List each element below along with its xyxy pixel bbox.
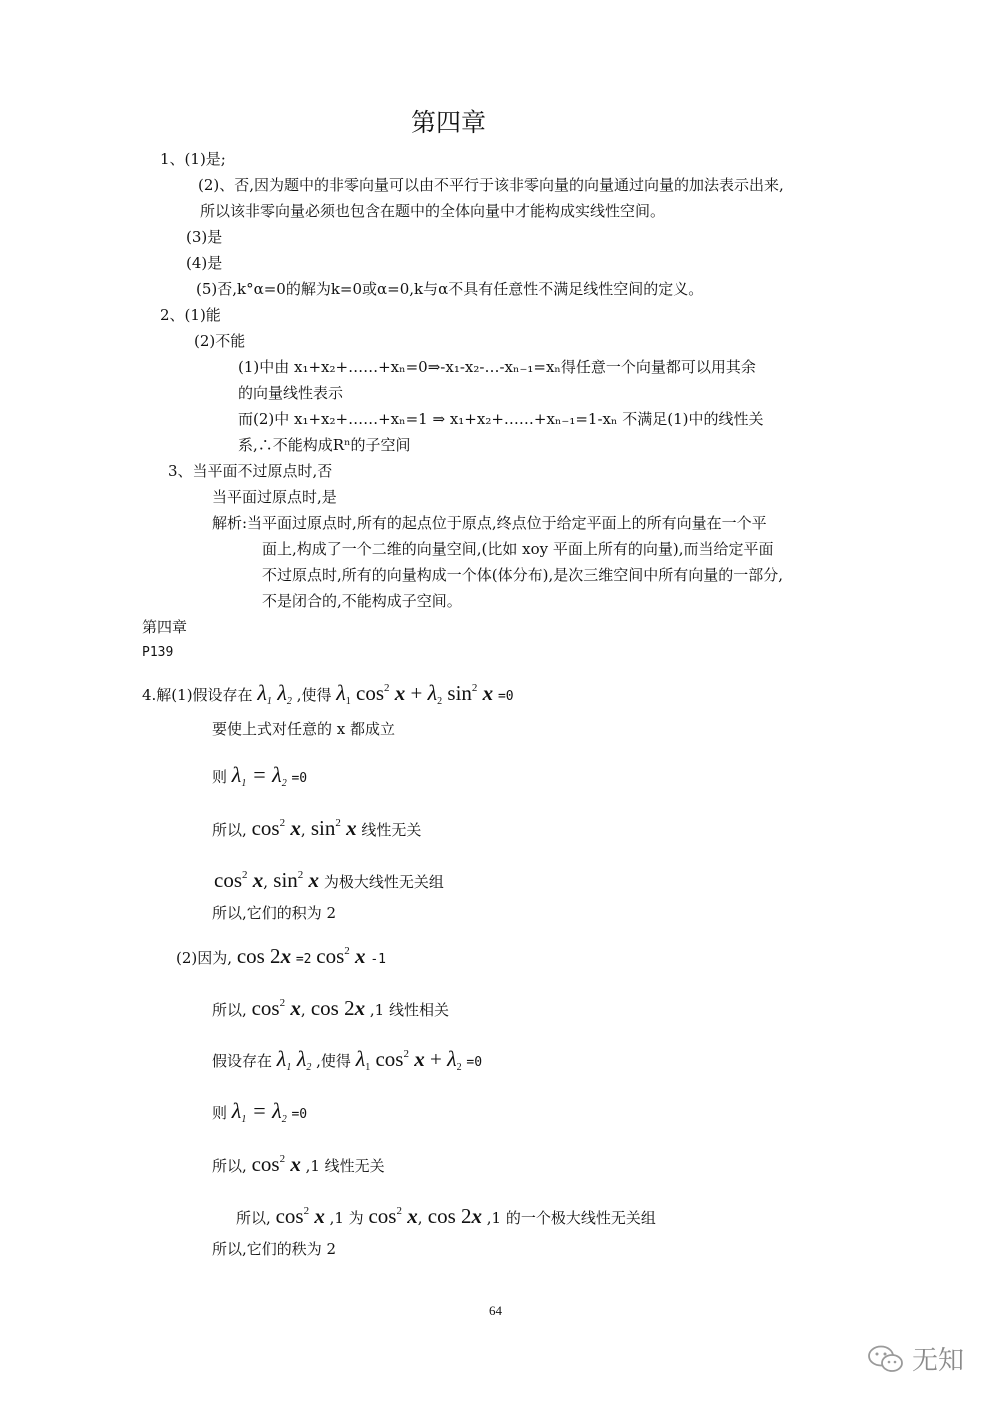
lambda-equal-formula: $\lambda_1 = \lambda_2$ — [231, 762, 287, 789]
equation-formula-2: $\lambda_1$ $\cos^2 x + \lambda_2$ — [355, 1046, 462, 1073]
page-title: 第四章 — [411, 108, 487, 137]
lambda-formula: $\lambda_1$ $\lambda_2$ — [257, 680, 292, 707]
q3-line-2: 当平面过原点时,是 — [212, 488, 337, 506]
q4-line-because — [176, 946, 386, 967]
q2-line-5: 而(2)中 x₁+x₂+……+xₙ=1 ⇒ x₁+x₂+……+xₙ₋₁=1-xₙ 不满足(1)中的线性关 — [238, 410, 764, 428]
q3-line-4: 面上,构成了一个二维的向量空间,(比如 xoy 平面上所有的向量),而当给定平面 — [262, 540, 774, 558]
q4-line-rank-2: 所以,它们的秩为 2 — [212, 1240, 337, 1258]
q4-line-max-2 — [236, 1206, 656, 1227]
q4-line-max — [214, 870, 444, 891]
q4-line-rank-1: 所以,它们的积为 2 — [212, 904, 337, 922]
q4-line-then-2 — [212, 1100, 307, 1125]
so-text: 所以, — [212, 821, 247, 839]
one-lin-indep-text: ,1 线性无关 — [305, 1157, 385, 1175]
q4-line-dep — [212, 998, 449, 1019]
eq-zero-then: =0 — [291, 771, 308, 786]
comma-use: ,使得 — [296, 686, 332, 704]
lambda-formula-2: $\lambda_1$ $\lambda_2$ — [276, 1046, 312, 1073]
comma-text-2: , — [263, 873, 269, 891]
q3-line-6: 不是闭合的,不能构成子空间。 — [262, 592, 462, 610]
then-text-2: 则 — [212, 1104, 228, 1122]
q4-line-assume — [142, 682, 514, 707]
eq-zero: =0 — [497, 689, 514, 704]
minus-one: -1 — [370, 952, 386, 967]
comma-text-3: , — [300, 1001, 306, 1019]
q3-line-1: 3、当平面不过原点时,否 — [168, 462, 333, 480]
eq-zero-3: =0 — [291, 1107, 308, 1122]
chapter-label: 第四章 — [142, 618, 188, 636]
then-text: 则 — [212, 768, 228, 786]
comma-use-2: ,使得 — [316, 1052, 351, 1070]
so-text-4: 所以, — [236, 1209, 271, 1227]
cos-sq-formula-2: $\cos^2 x$ — [251, 996, 301, 1020]
one-max-text: ,1 的一个极大线性无关组 — [486, 1209, 656, 1227]
sin-formula-2: $\sin^2 x$ — [268, 868, 320, 892]
q4-line-assume-2 — [212, 1048, 482, 1073]
lin-indep-text: 线性无关 — [361, 821, 422, 839]
q2-line-2: (2)不能 — [194, 332, 246, 350]
max-indep-text: 为极大线性无关组 — [323, 873, 444, 891]
so-text-2: 所以, — [212, 1001, 247, 1019]
comma-text: , — [300, 821, 306, 839]
lin-dep-text: ,1 线性相关 — [369, 1001, 449, 1019]
q2-line-6: 系,∴不能构成Rⁿ的子空间 — [238, 436, 411, 454]
comma-text-4: , — [417, 1209, 423, 1227]
q1-line-1: 1、(1)是; — [160, 150, 226, 168]
so-text-3: 所以, — [212, 1157, 247, 1175]
assume-text: 假设存在 — [212, 1052, 273, 1070]
cos2x-formula-3: cos 2x — [422, 1204, 482, 1228]
equation-formula: $\lambda_1$ $\cos^2 x + \lambda_2$ $\sin^2 x$ — [336, 680, 494, 707]
one-is-text: ,1 为 — [329, 1209, 364, 1227]
q1-line-4: (3)是 — [186, 228, 223, 246]
wechat-icon — [866, 1344, 906, 1374]
cos-sq-formula-5: $\cos^2 x$ — [368, 1204, 418, 1228]
q4-line-any-x: 要使上式对任意的 x 都成立 — [212, 720, 395, 738]
q4-line-indep-2 — [212, 1154, 385, 1175]
q1-line-5: (4)是 — [186, 254, 223, 272]
q1-line-6: (5)否,k°α=0的解为k=0或α=0,k与α不具有任意性不满足线性空间的定义。 — [196, 280, 704, 298]
page-number: 64 — [489, 1303, 502, 1318]
q2-line-4: 的向量线性表示 — [238, 384, 344, 402]
q2-line-3: (1)中由 x₁+x₂+……+xₙ=0⇒-x₁-x₂-…-xₙ₋₁=xₙ得任意一个向量都可以用其余 — [238, 358, 756, 376]
watermark — [866, 1340, 964, 1377]
q1-line-3: 所以该非零向量必须也包含在题中的全体向量中才能构成实线性空间。 — [200, 202, 666, 220]
sin-formula: $\sin^2 x$ — [305, 816, 357, 840]
watermark-text: 无知 — [912, 1346, 965, 1376]
q3-line-3: 解析:当平面过原点时,所有的起点位于原点,终点位于给定平面上的所有向量在一个平 — [212, 514, 767, 532]
because-text: (2)因为, — [176, 949, 233, 967]
cos-sq-formula: $\cos^2 x$ — [316, 944, 366, 968]
eq-two: =2 — [295, 952, 312, 967]
cos2x-formula-2: cos 2x — [305, 996, 366, 1020]
cos-sq-formula-3: $\cos^2 x$ — [251, 1152, 301, 1176]
q4-line-then — [212, 764, 307, 789]
cos-formula-2: $\cos^2 x$ — [214, 868, 264, 892]
eq-zero-2: =0 — [466, 1055, 483, 1070]
page-ref: P139 — [142, 645, 174, 660]
cos-sin-formula: $\cos^2 x$ — [251, 816, 301, 840]
q1-line-2: (2)、否,因为题中的非零向量可以由不平行于该非零向量的向量通过向量的加法表示出来, — [198, 176, 784, 194]
lambda-equal-formula-2: $\lambda_1 = \lambda_2$ — [231, 1098, 287, 1125]
cos2x-formula: cos 2x — [236, 944, 292, 968]
q4-line-indep — [212, 818, 421, 839]
cos-sq-formula-4: $\cos^2 x$ — [275, 1204, 325, 1228]
q4-prefix: 4.解(1)假设存在 — [142, 686, 253, 704]
q3-line-5: 不过原点时,所有的向量构成一个体(体分布),是次三维空间中所有向量的一部分, — [262, 566, 784, 584]
q2-line-1: 2、(1)能 — [160, 306, 221, 324]
